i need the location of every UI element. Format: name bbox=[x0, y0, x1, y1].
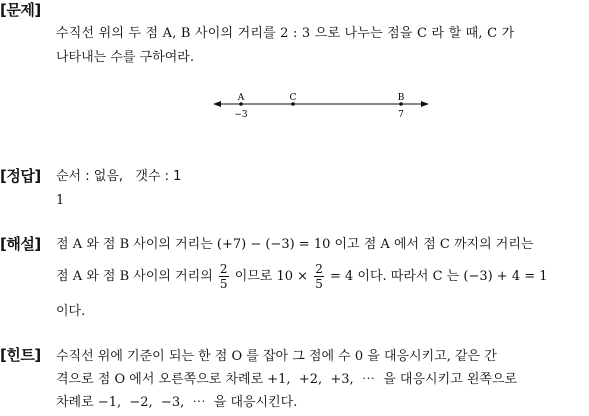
answer-meta: 순서 : 없음, 갯수 : 1 bbox=[56, 169, 182, 184]
right-arrow-icon bbox=[421, 101, 429, 107]
hint-line-2: 격으로 점 O 에서 오른쪽으로 차례로 +1, +2, +3, ⋯ 을 대응시키고 왼쪽으로 bbox=[56, 372, 518, 387]
hint-line-3: 차례로 −1, −2, −3, ⋯ 을 대응시킨다. bbox=[56, 395, 298, 410]
explanation-label: [해설] bbox=[0, 235, 41, 253]
fraction-1-numerator: 2 bbox=[219, 262, 228, 276]
problem-text-line-2: 나타내는 수를 구하여라. bbox=[56, 50, 194, 65]
problem-label: [문제] bbox=[0, 1, 41, 19]
fraction-2-denominator: 5 bbox=[315, 277, 323, 291]
explanation-line-2-part-c: = 4 이다. 따라서 C 는 (−3) + 4 = 1 bbox=[329, 269, 548, 284]
left-arrow-icon bbox=[213, 101, 221, 107]
point-a-value: −3 bbox=[234, 110, 248, 120]
fraction-2-numerator: 2 bbox=[315, 262, 323, 276]
hint-line-1: 수직선 위에 기준이 되는 한 점 O 를 잡아 그 점에 수 0 을 대응시키고, 같은 간 bbox=[56, 349, 497, 364]
point-c-label: C bbox=[289, 93, 297, 103]
point-a-label: A bbox=[237, 93, 245, 103]
explanation-line-3: 이다. bbox=[56, 304, 86, 319]
answer-value: 1 bbox=[56, 193, 65, 208]
explanation-line-2-part-b: 이므로 10 × bbox=[234, 269, 309, 284]
fraction-1-denominator: 5 bbox=[219, 277, 228, 291]
fraction-two-fifths-1 bbox=[219, 262, 229, 291]
problem-text-line-1: 수직선 위의 두 점 A, B 사이의 거리를 2 : 3 으로 나누는 점을 C 라 할 때, C 가 bbox=[56, 26, 515, 41]
explanation-line-1: 점 A 와 점 B 사이의 거리는 (+7) − (−3) = 10 이고 점 A 에서 점 C 까지의 거리는 bbox=[56, 237, 534, 252]
number-line bbox=[0, 88, 589, 128]
explanation-line-2-part-a: 점 A 와 점 B 사이의 거리의 bbox=[56, 269, 213, 284]
point-b-value: 7 bbox=[398, 110, 404, 120]
answer-label: [정답] bbox=[0, 167, 41, 185]
explanation-line-2 bbox=[56, 262, 548, 292]
hint-label: [힌트] bbox=[0, 346, 41, 364]
point-b-label: B bbox=[397, 93, 405, 103]
fraction-two-fifths-2 bbox=[314, 262, 324, 291]
